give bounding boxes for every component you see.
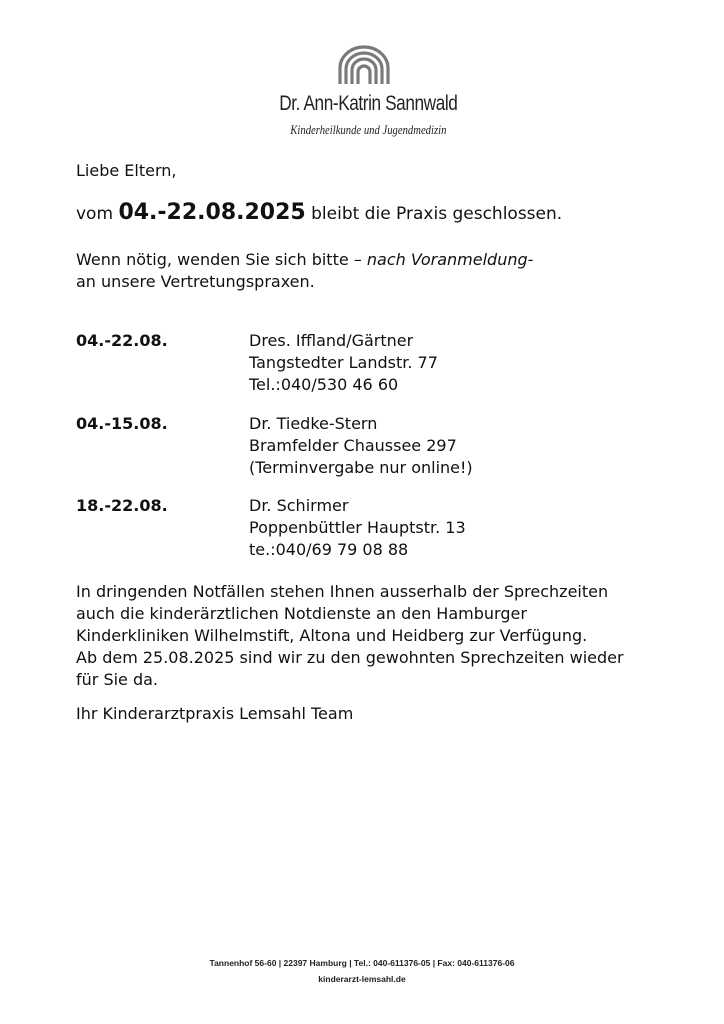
specialty: Kinderheilkunde und Jugendmedizin xyxy=(290,122,447,137)
emergency-paragraph xyxy=(76,581,676,691)
substitute-extra: te.:040/69 79 08 88 xyxy=(249,540,409,559)
closure-prefix: vom xyxy=(76,204,114,224)
substitute-name: Dr. Schirmer xyxy=(249,496,349,515)
emergency-line: In dringenden Notfällen stehen Ihnen ausserhalb der Sprechzeiten xyxy=(76,582,609,601)
closure-suffix: bleibt die Praxis geschlossen. xyxy=(311,204,563,224)
substitute-dates: 18.-22.08. xyxy=(76,496,168,515)
greeting: Liebe Eltern, xyxy=(76,161,177,180)
substitute-name: Dr. Tiedke-Stern xyxy=(249,414,378,433)
emergency-line: auch die kinderärztlichen Notdienste an den Hamburger xyxy=(76,604,527,623)
emergency-line: Kinderkliniken Wilhelmstift, Altona und Heidberg zur Verfügung. xyxy=(76,626,588,645)
substitute-address: Poppenbüttler Hauptstr. 13 xyxy=(249,518,466,537)
doctor-name: Dr. Ann-Katrin Sannwald xyxy=(279,92,458,115)
substitute-info xyxy=(249,330,438,396)
substitute-extra: (Terminvergabe nur online!) xyxy=(249,458,473,477)
closure-dates: 04.-22.08.2025 xyxy=(118,200,306,225)
substitute-line1-prefix: Wenn nötig, wenden Sie sich bitte – xyxy=(76,250,362,269)
substitute-line2: an unsere Vertretungspraxen. xyxy=(76,272,315,291)
emergency-line: für Sie da. xyxy=(76,670,159,689)
substitute-extra: Tel.:040/530 46 60 xyxy=(249,375,399,394)
substitute-name: Dres. Iffland/Gärtner xyxy=(249,331,414,350)
substitute-address: Tangstedter Landstr. 77 xyxy=(249,353,438,372)
emergency-line: Ab dem 25.08.2025 sind wir zu den gewohnten Sprechzeiten wieder xyxy=(76,648,624,667)
closure-notice xyxy=(76,198,562,229)
substitute-info xyxy=(249,495,466,561)
footer-website: kinderarzt-lemsahl.de xyxy=(318,974,406,984)
closing-signature: Ihr Kinderarztpraxis Lemsahl Team xyxy=(76,704,354,723)
footer-address: Tannenhof 56-60 | 22397 Hamburg | Tel.: 040-611376-05 | Fax: 040-611376-06 xyxy=(209,958,515,968)
substitute-notice xyxy=(76,249,533,293)
rainbow-arch-icon xyxy=(336,44,392,84)
substitute-address: Bramfelder Chaussee 297 xyxy=(249,436,457,455)
substitute-info xyxy=(249,413,473,479)
substitute-dates: 04.-22.08. xyxy=(76,331,168,350)
substitute-dates: 04.-15.08. xyxy=(76,414,168,433)
substitute-line1-emphasis: nach Voranmeldung- xyxy=(366,250,534,269)
